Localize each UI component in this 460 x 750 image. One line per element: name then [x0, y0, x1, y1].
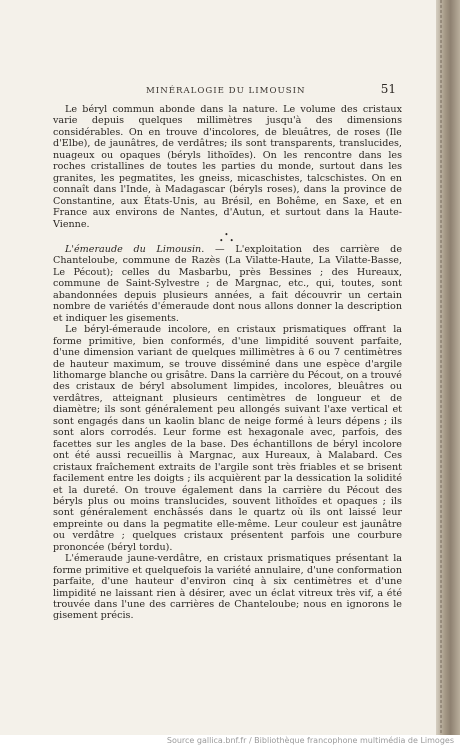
section-title: L'émeraude du Limousin. — [65, 243, 205, 255]
running-head: MINÉRALOGIE DU LIMOUSIN — [146, 86, 306, 96]
separator-dot: • — [224, 230, 231, 239]
gallica-footer — [0, 735, 460, 750]
separator-dots: • • — [219, 236, 236, 245]
page-header — [58, 84, 396, 100]
section-separator — [53, 232, 402, 244]
paragraph-beryl-commun: Le béryl commun abonde dans la nature. Le volume des cristaux varie depuis quelques millimètres jusqu'à des dimensions considérables. On en trouve d'incolores, de bleuâtres, de roses (Ile d'Elbe), de jaunâtres, de verdâtres; ils sont transparents, translucides, nuageux ou opaques (béryls lithoïdes). On les rencontre dans les roches cristallines de toutes les parties du monde, surtout dans les granites, les pegmatites, les gneiss, micaschistes, talcschistes. On en connaît dans l'Inde, à Madagascar (béryls roses), dans la province de Constantine, aux États-Unis, au Brésil, en Bohême, en Saxe, et en France aux environs de Nantes, d'Autun, et surtout dans la Haute-Vienne. — [53, 104, 402, 230]
source-credit: Source gallica.bnf.fr / Bibliothèque francophone multimédia de Limoges — [166, 736, 454, 745]
book-edge — [436, 0, 460, 735]
page-number: 51 — [380, 82, 396, 96]
paragraph-emeraude-jaune: L'émeraude jaune-verdâtre, en cristaux prismatiques présentant la forme primitive et quelquefois la variété annulaire, d'une conformation parfaite, d'une hauteur d'environ cinq à six centimètres et d'une limpidité ne laissant rien à désirer, avec un éclat vitreux très vif, a été trouvée dans l'une des carrières de Chanteloube; nous en ignorons le gisement précis. — [53, 553, 402, 622]
section-intro-text: — L'exploitation des carrière de Chanteloube, commune de Razès (La Vilatte-Haute, La Vilatte-Basse, Le Pécout); celles du Masbarbu, près Bessines ; des Hureaux, commune de Saint-Sylvestre ; de Margnac, etc., qui, toutes, sont abandonnées depuis plusieurs années, a fait découvrir un certain nombre de variétés d'émeraude dont nous allons donner la description et indiquer les gisements. — [53, 243, 402, 324]
body-text — [53, 104, 402, 622]
paragraph-beryl-incolore: Le béryl-émeraude incolore, en cristaux prismatiques offrant la forme primitive, bien conformés, d'une limpidité souvent parfaite, d'une dimension variant de quelques millimètres à 6 ou 7 centimètres de hauteur maximum, se trouve disséminé dans une espèce d'argile lithomarge blanche ou grisâtre. Dans la carrière du Pécout, on a trouvé des cristaux de béryl absolument limpides, incolores, bleuâtres ou verdâtres, atteignant plusieurs centimètres de longueur et de diamètre; ils sont généralement peu allongés suivant l'axe vertical et sont engagés dans un kaolin blanc de neige formé à leurs dépens ; ils sont alors corrodés. Leur forme est hexagonale avec, parfois, des facettes sur les angles de la base. Des échantillons de béryl incolore ont été aussi recueillis à Margnac, aux Hureaux, à Malabard. Ces cristaux fraîchement extraits de l'argile sont très friables et se brisent facilement entre les doigts ; ils acquièrent par la dessication la solidité et la dureté. On trouve également dans la carrière du Pécout des béryls plus ou moins translucides, souvent lithoïdes et opaques ; ils sont généralement enchâssés dans le quartz où ils ont laissé leur empreinte ou dans la pegmatite elle-même. Leur couleur est jaunâtre ou verdâtre ; quelques cristaux présentent parfois une courbure prononcée (béryl tordu). — [53, 324, 402, 553]
paragraph-emeraude-intro — [53, 244, 402, 324]
